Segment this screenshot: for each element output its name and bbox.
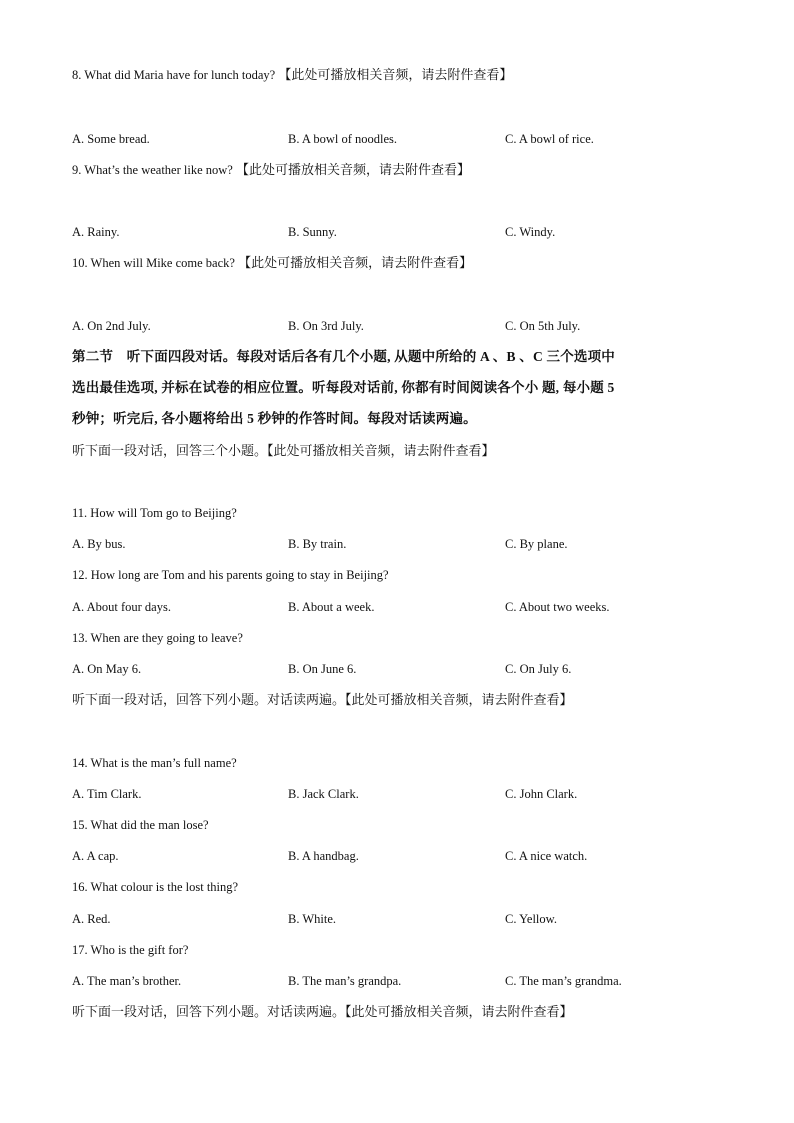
- question-text: When will Mike come back?: [90, 256, 235, 270]
- option-c: C. On 5th July.: [505, 319, 581, 333]
- question-13: [72, 630, 243, 646]
- question-number: 10.: [72, 256, 88, 270]
- option-b: B. About a week.: [288, 600, 375, 614]
- option-b: B. On June 6.: [288, 662, 357, 676]
- option-c: C. By plane.: [505, 537, 568, 551]
- option-a: A. On 2nd July.: [72, 319, 151, 333]
- instruction-dialogue-1: 听下面一段对话，回答三个小题。【此处可播放相关音频，请去附件查看】: [72, 443, 495, 458]
- question-number: 16.: [72, 880, 88, 894]
- question-number: 9.: [72, 163, 82, 177]
- question-9: [72, 162, 470, 178]
- option-b: B. By train.: [288, 537, 347, 551]
- question-number: 8.: [72, 68, 82, 82]
- option-a: A. Red.: [72, 912, 111, 926]
- audio-link[interactable]: 【此处可播放相关音频，请去附件查看】: [238, 255, 473, 270]
- question-15: [72, 817, 209, 833]
- option-a: A. On May 6.: [72, 662, 142, 676]
- question-number: 13.: [72, 631, 88, 645]
- option-c: C. A bowl of rice.: [505, 132, 594, 146]
- question-number: 15.: [72, 818, 88, 832]
- option-a: A. About four days.: [72, 600, 171, 614]
- section-heading-line-2: 选出最佳选项, 并标在试卷的相应位置。听每段对话前, 你都有时间阅读各个小 题, 每小题 5: [72, 380, 615, 395]
- option-c: C. About two weeks.: [505, 600, 610, 614]
- option-b: B. The man’s grandpa.: [288, 974, 402, 988]
- option-c: C. John Clark.: [505, 787, 578, 801]
- question-number: 12.: [72, 568, 88, 582]
- question-17: [72, 942, 188, 958]
- question-number: 11.: [72, 506, 88, 520]
- question-text: How long are Tom and his parents going to stay in Beijing?: [90, 568, 389, 582]
- question-text: What did Maria have for lunch today?: [84, 68, 276, 82]
- option-a: A. Rainy.: [72, 225, 120, 239]
- section-heading-line-1: 第二节 听下面四段对话。每段对话后各有几个小题, 从题中所给的 A 、B 、C 三个选项中: [72, 349, 616, 364]
- option-b: B. Jack Clark.: [288, 787, 359, 801]
- question-text: What’s the weather like now?: [84, 163, 233, 177]
- question-text: What colour is the lost thing?: [90, 880, 239, 894]
- audio-link[interactable]: 【此处可播放相关音频，请去附件查看】: [235, 162, 470, 177]
- option-c: C. Windy.: [505, 225, 556, 239]
- option-c: C. A nice watch.: [505, 849, 588, 863]
- question-14: [72, 755, 237, 771]
- option-a: A. Some bread.: [72, 132, 150, 146]
- option-a: A. Tim Clark.: [72, 787, 142, 801]
- instruction-dialogue-3: 听下面一段对话，回答下列小题。对话读两遍。【此处可播放相关音频，请去附件查看】: [72, 1004, 573, 1019]
- audio-link[interactable]: 【此处可播放相关音频，请去附件查看】: [278, 67, 513, 82]
- option-c: C. Yellow.: [505, 912, 557, 926]
- section-heading-line-3: 秒钟；听完后, 各小题将给出 5 秒钟的作答时间。每段对话读两遍。: [72, 411, 477, 426]
- option-a: A. The man’s brother.: [72, 974, 182, 988]
- question-16: [72, 879, 238, 895]
- question-text: When are they going to leave?: [90, 631, 243, 645]
- question-number: 17.: [72, 943, 88, 957]
- question-text: How will Tom go to Beijing?: [90, 506, 237, 520]
- question-8: [72, 67, 512, 83]
- option-b: B. White.: [288, 912, 337, 926]
- question-number: 14.: [72, 756, 88, 770]
- option-b: B. A handbag.: [288, 849, 359, 863]
- option-c: C. On July 6.: [505, 662, 572, 676]
- question-11: [72, 505, 237, 521]
- question-10: [72, 255, 472, 271]
- question-text: What is the man’s full name?: [90, 756, 237, 770]
- option-b: B. On 3rd July.: [288, 319, 364, 333]
- question-text: Who is the gift for?: [90, 943, 189, 957]
- option-b: B. Sunny.: [288, 225, 337, 239]
- instruction-dialogue-2: 听下面一段对话，回答下列小题。对话读两遍。【此处可播放相关音频，请去附件查看】: [72, 692, 573, 707]
- question-12: [72, 567, 389, 583]
- question-text: What did the man lose?: [90, 818, 209, 832]
- option-a: A. By bus.: [72, 537, 126, 551]
- option-b: B. A bowl of noodles.: [288, 132, 398, 146]
- option-c: C. The man’s grandma.: [505, 974, 622, 988]
- option-a: A. A cap.: [72, 849, 119, 863]
